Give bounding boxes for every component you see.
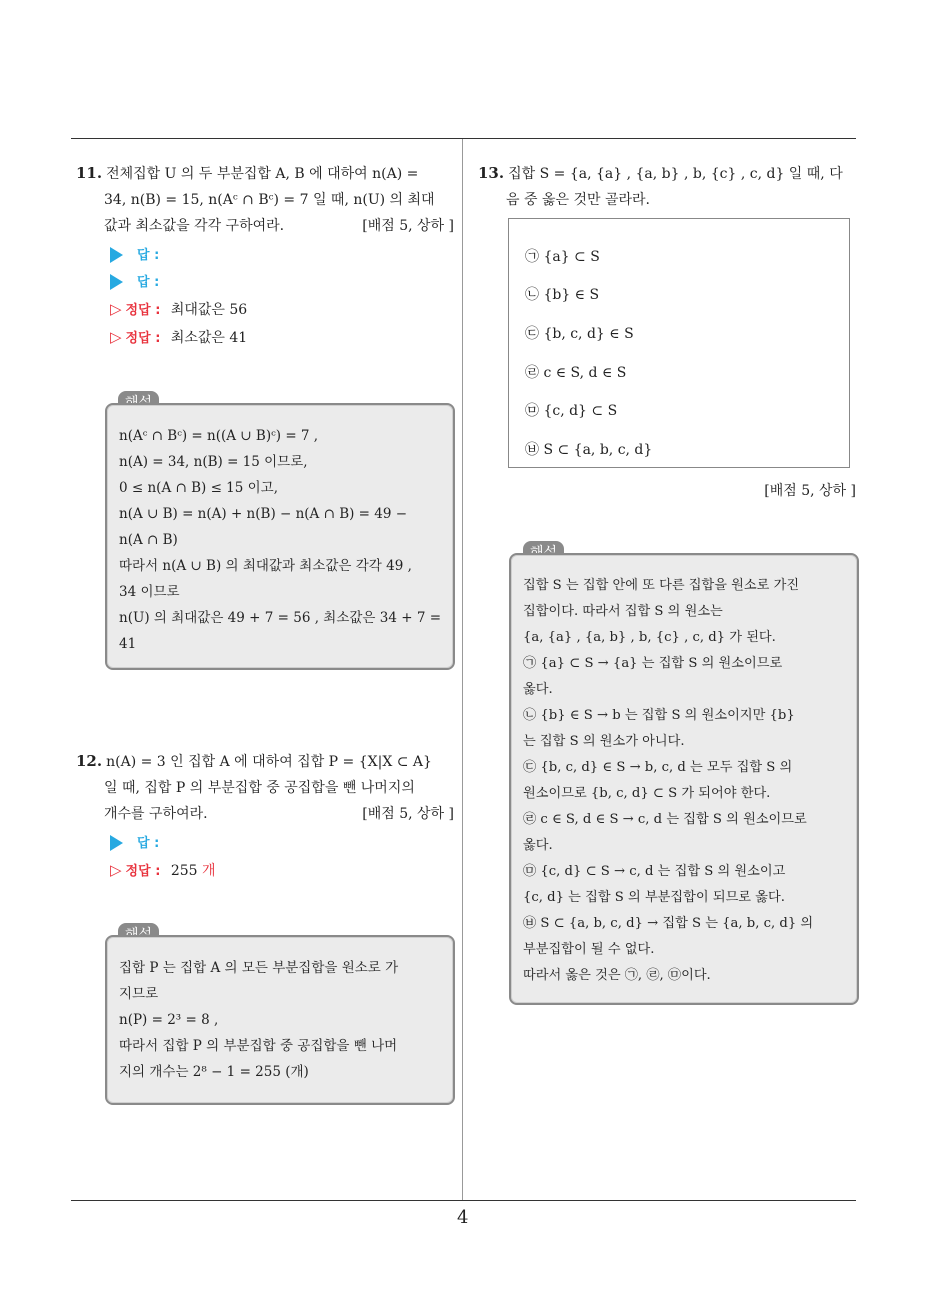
question-12: [76, 748, 454, 827]
outline-triangle-icon: ▷: [110, 300, 122, 318]
solution-line: ㉡ {b} ∈ S → b 는 집합 S 의 원소이지만 {b}: [523, 708, 795, 723]
solution-line: 원소이므로 {b, c, d} ⊂ S 가 되어야 한다.: [523, 786, 771, 801]
question-number: 12.: [76, 752, 103, 770]
correct-label: 정답 :: [125, 303, 161, 318]
solution-line: ㉥ S ⊂ {a, b, c, d} → 집합 S 는 {a, b, c, d} 의: [523, 916, 814, 931]
solution-line: 41: [119, 636, 137, 652]
column-divider: [462, 139, 463, 1201]
question-text-line: 일 때, 집합 P 의 부분집합 중 공집합을 뺀 나머지의: [104, 780, 415, 796]
solution-line: 집합 S 는 집합 안에 또 다른 집합을 원소로 가진: [523, 578, 800, 593]
solution-line: ㉣ c ∈ S, d ∈ S → c, d 는 집합 S 의 원소이므로: [523, 812, 807, 827]
solution-line: n(A) = 34, n(B) = 15 이므로,: [119, 454, 308, 470]
answer-line: [110, 272, 159, 293]
play-triangle-icon: [110, 247, 123, 263]
question-text-line: n(A) = 3 인 집합 A 에 대하여 집합 P = {X|X ⊂ A}: [106, 754, 432, 770]
score-label: [배점 5, 상하 ]: [362, 806, 454, 822]
solution-line: n(U) 의 최대값은 49 + 7 = 56 , 최소값은 34 + 7 =: [119, 610, 442, 626]
question-number: 11.: [76, 164, 103, 182]
answer-label: 답 :: [137, 275, 160, 290]
correct-value: 최소값은 41: [170, 330, 248, 346]
correct-answer-line: [110, 299, 247, 321]
correct-label: 정답 :: [125, 864, 161, 879]
score-label: [배점 5, 상하 ]: [362, 218, 454, 234]
answer-line: [110, 833, 159, 854]
question-number: 13.: [478, 164, 505, 182]
option-item: ㉥ S ⊂ {a, b, c, d}: [525, 442, 653, 458]
answer-line: [110, 245, 159, 266]
solution-line: 지므로: [119, 986, 159, 1002]
solution-line: n(Aᶜ ∩ Bᶜ) = n((A ∪ B)ᶜ) = 7 ,: [119, 428, 319, 444]
question-text-line: 음 중 옳은 것만 골라라.: [506, 192, 650, 208]
solution-line: 지의 개수는 2⁸ − 1 = 255 (개): [119, 1064, 309, 1080]
solution-line: n(A ∪ B) = n(A) + n(B) − n(A ∩ B) = 49 −: [119, 506, 408, 522]
solution-box: [105, 935, 455, 1105]
outline-triangle-icon: ▷: [110, 861, 122, 879]
option-item: ㉤ {c, d} ⊂ S: [525, 403, 618, 419]
question-13: [478, 160, 858, 213]
solution-line: {a, {a} , {a, b} , b, {c} , c, d} 가 된다.: [523, 630, 776, 645]
solution-line: 따라서 옳은 것은 ㉠, ㉣, ㉤이다.: [523, 968, 711, 983]
play-triangle-icon: [110, 835, 123, 851]
top-rule: [71, 138, 856, 139]
correct-value: 255: [170, 863, 198, 879]
solution-line: 옳다.: [523, 682, 553, 697]
solution-line: {c, d} 는 집합 S 의 부분집합이 되므로 옳다.: [523, 890, 785, 905]
solution-line: 34 이므로: [119, 584, 180, 600]
question-11: [76, 160, 454, 239]
solution-line: 는 집합 S 의 원소가 아니다.: [523, 734, 685, 749]
solution-line: 집합 P 는 집합 A 의 모든 부분집합을 원소로 가: [119, 960, 399, 976]
solution-line: n(P) = 2³ = 8 ,: [119, 1012, 219, 1028]
page-number: 4: [457, 1207, 469, 1228]
solution-line: 따라서 n(A ∪ B) 의 최대값과 최소값은 각각 49 ,: [119, 558, 412, 574]
question-text-line: 34, n(B) = 15, n(Aᶜ ∩ Bᶜ) = 7 일 때, n(U) 의 최대: [104, 192, 435, 208]
solution-line: ㉤ {c, d} ⊂ S → c, d 는 집합 S 의 원소이고: [523, 864, 786, 879]
solution-line: 부분집합이 될 수 없다.: [523, 942, 655, 957]
solution-box: [105, 403, 455, 670]
correct-label: 정답 :: [125, 331, 161, 346]
option-item: ㉣ c ∈ S, d ∈ S: [525, 365, 627, 381]
correct-answer-line: [110, 860, 216, 882]
outline-triangle-icon: ▷: [110, 328, 122, 346]
solution-line: ㉢ {b, c, d} ∈ S → b, c, d 는 모두 집합 S 의: [523, 760, 793, 775]
correct-answer-line: [110, 327, 247, 349]
solution-line: n(A ∩ B): [119, 532, 178, 548]
correct-value: 최대값은 56: [170, 302, 248, 318]
question-text-line: 집합 S = {a, {a} , {a, b} , b, {c} , c, d} 일 때, 다: [508, 166, 843, 182]
question-text-line: 개수를 구하여라.: [104, 806, 208, 822]
bottom-rule: [71, 1200, 856, 1201]
option-item: ㉡ {b} ∈ S: [525, 287, 600, 303]
correct-unit: 개: [202, 863, 216, 879]
question-text-line: 전체집합 U 의 두 부분집합 A, B 에 대하여 n(A) =: [106, 166, 419, 182]
solution-line: 0 ≤ n(A ∩ B) ≤ 15 이고,: [119, 480, 279, 496]
solution-line: 따라서 집합 P 의 부분집합 중 공집합을 뺀 나머: [119, 1038, 398, 1054]
play-triangle-icon: [110, 274, 123, 290]
options-box: [508, 218, 850, 468]
option-item: ㉢ {b, c, d} ∈ S: [525, 326, 634, 342]
option-item: ㉠ {a} ⊂ S: [525, 249, 600, 265]
solution-line: 집합이다. 따라서 집합 S 의 원소는: [523, 604, 723, 619]
solution-line: ㉠ {a} ⊂ S → {a} 는 집합 S 의 원소이므로: [523, 656, 783, 671]
question-text-line: 값과 최소값을 각각 구하여라.: [104, 218, 285, 234]
answer-label: 답 :: [137, 836, 160, 851]
score-label: [배점 5, 상하 ]: [764, 483, 856, 499]
solution-box: [509, 553, 859, 1005]
answer-label: 답 :: [137, 248, 160, 263]
solution-line: 옳다.: [523, 838, 553, 853]
